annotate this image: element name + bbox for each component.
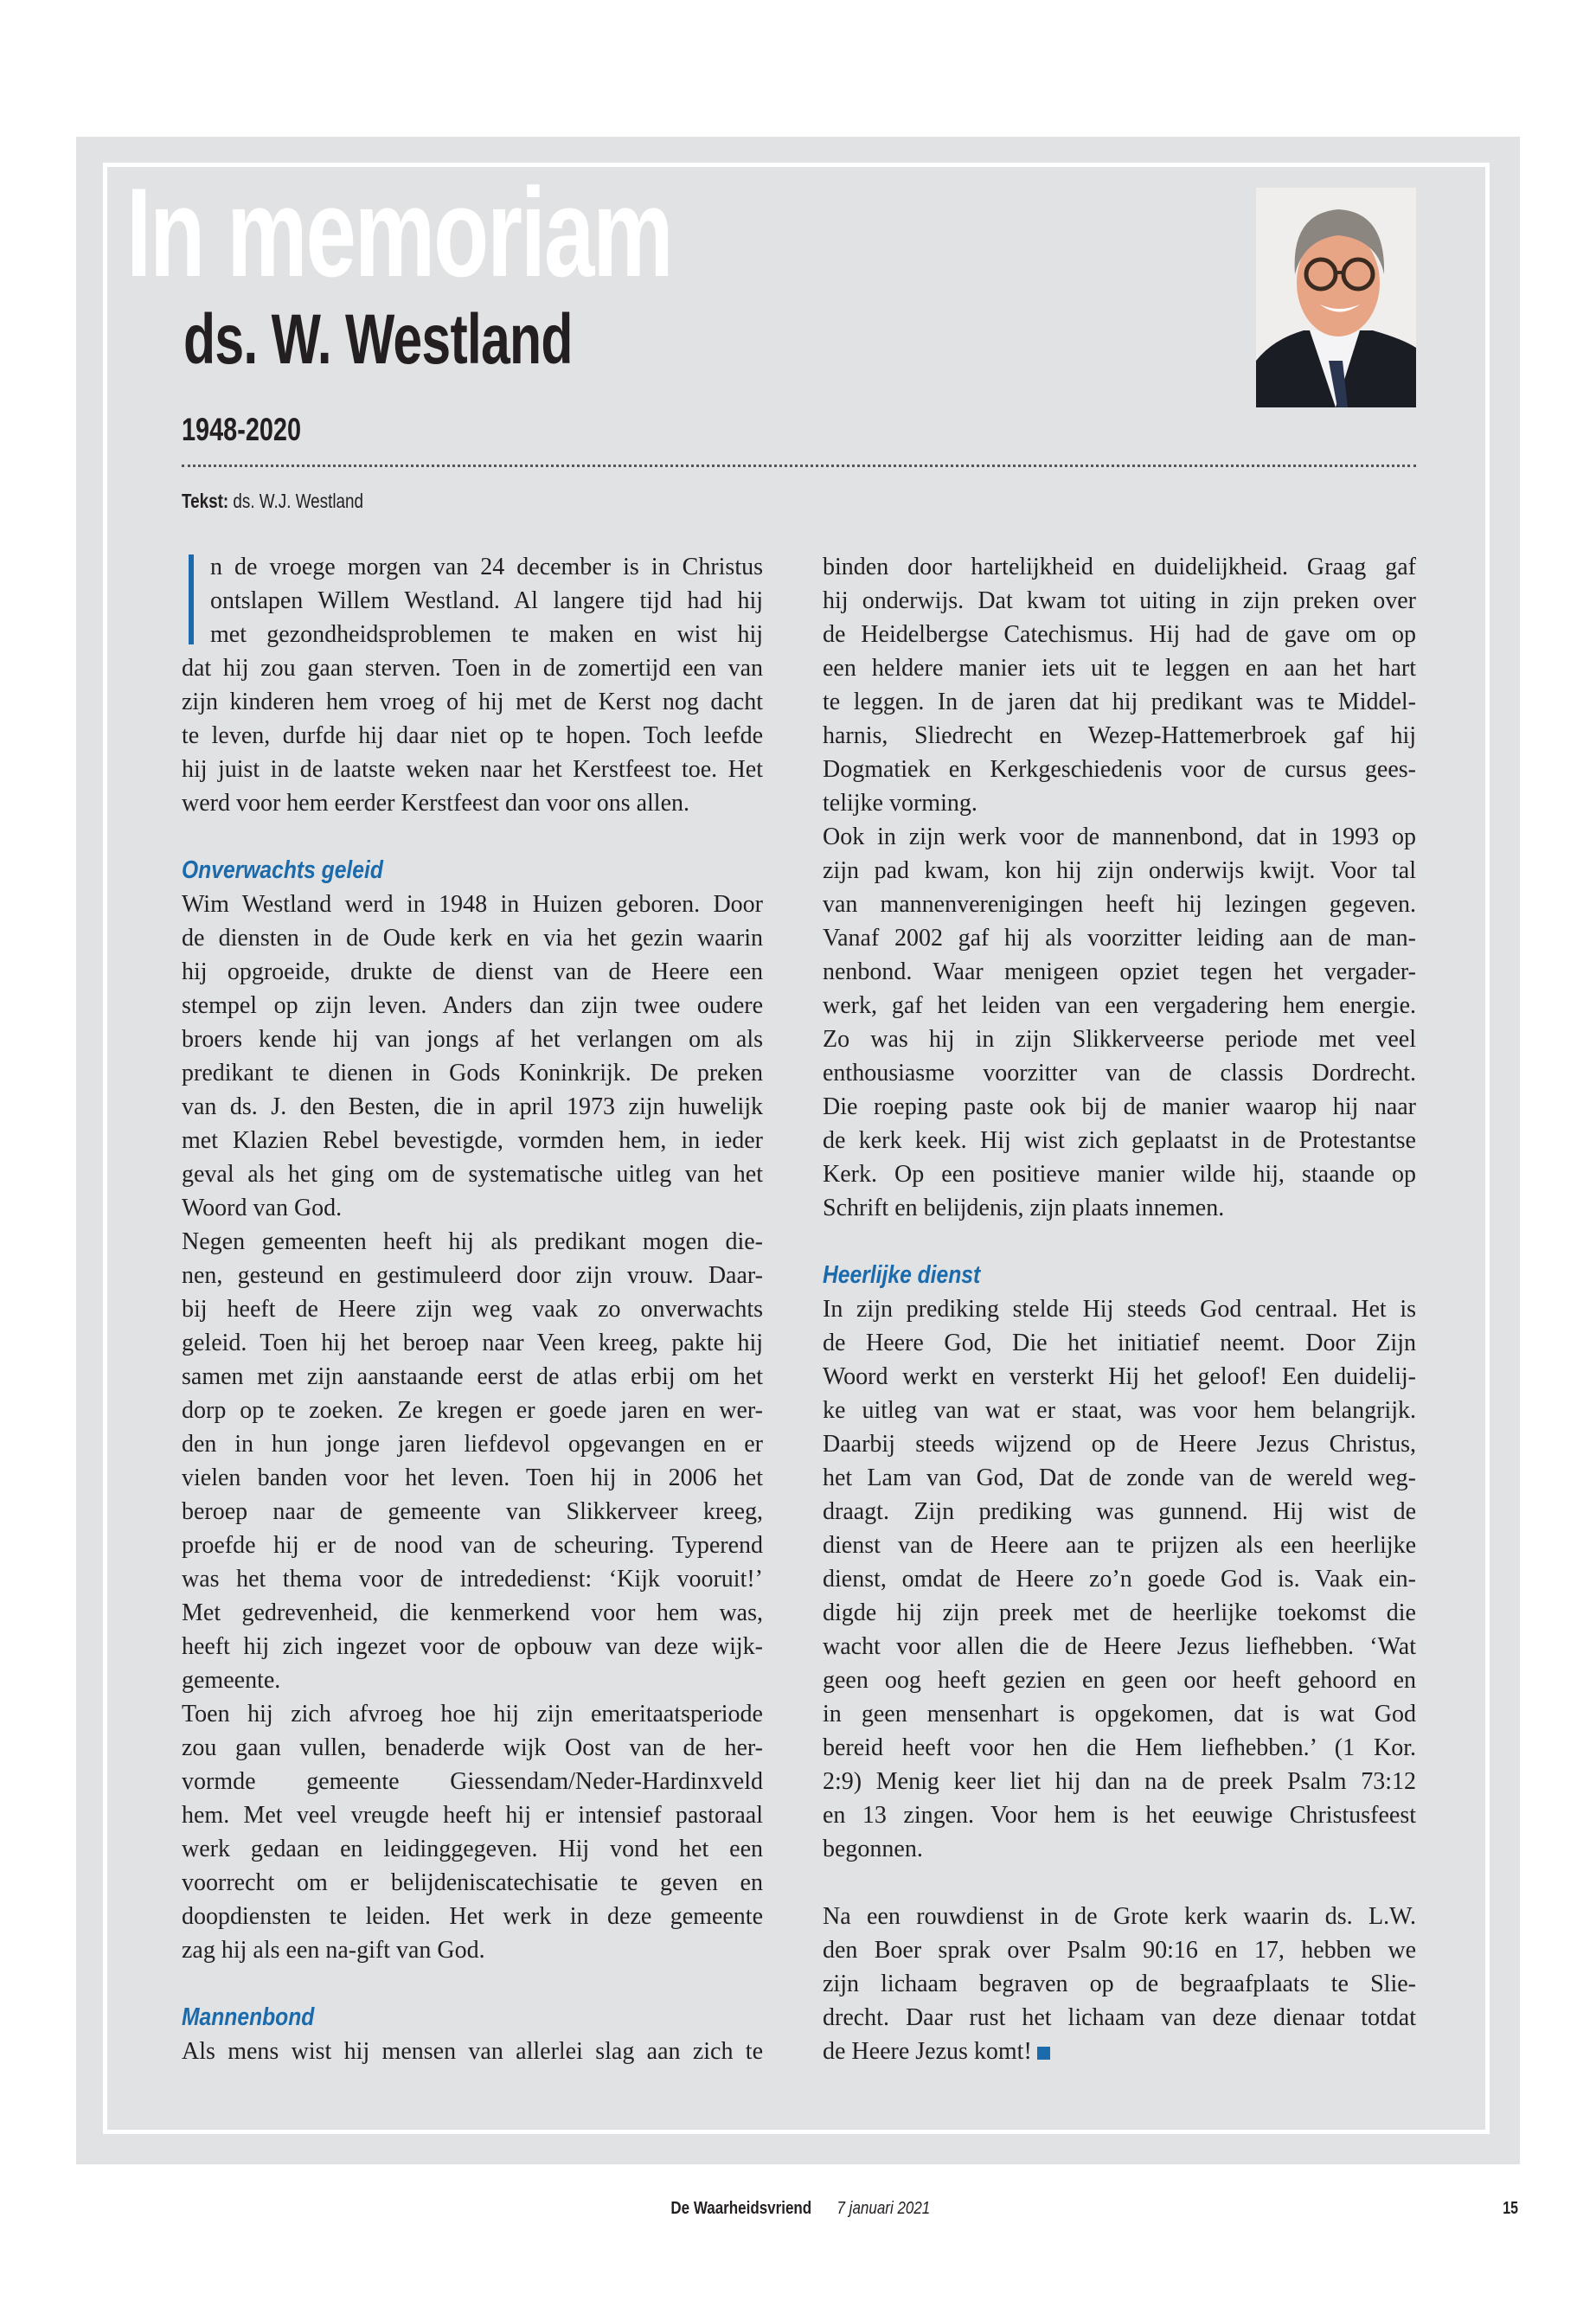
line-text: vormde gemeente Giessendam/Neder-Hardinxveld [182, 1768, 763, 1795]
text-line [823, 1832, 1416, 1866]
text-line [823, 1360, 1416, 1394]
line-text: ontslapen Willem Westland. Al langere tijd had hij [210, 587, 763, 614]
publication-name: De Waarheidsvriend [670, 2199, 811, 2218]
line-text: gemeente. [182, 1667, 281, 1694]
line-text: Schrift en belijdenis, zijn plaats innemen. [823, 1195, 1225, 1221]
line-text: de kerk keek. Hij wist zich geplaatst in de Protestantse [823, 1127, 1416, 1154]
text-line [182, 1765, 763, 1798]
text-line [823, 1427, 1416, 1461]
text-line [182, 1259, 763, 1292]
line-text: Zo was hij in zijn Slikkerveerse periode met veel [823, 1026, 1416, 1053]
text-line [823, 1157, 1416, 1191]
text-line [182, 1866, 763, 1900]
text-line [823, 820, 1416, 854]
line-text: Ook in zijn werk voor de mannenbond, dat in 1993 op [823, 824, 1416, 850]
end-mark-icon [1037, 2047, 1050, 2060]
text-line [182, 1292, 763, 1326]
text-line [182, 1900, 763, 1933]
dotted-divider [182, 465, 1416, 467]
line-text: draagt. Zijn prediking was gunnend. Hij wist de [823, 1498, 1416, 1525]
line-text: de diensten in de Oude kerk en via het gezin waarin [182, 925, 763, 952]
line-text: nenbond. Waar menigeen opziet tegen het vergader- [823, 958, 1416, 985]
line-text: hij onderwijs. Dat kwam tot uiting in zijn preken over [823, 587, 1416, 614]
text-line [182, 719, 763, 753]
line-text: Woord werkt en versterkt Hij het geloof! Een duidelij- [823, 1363, 1416, 1390]
text-line [823, 1630, 1416, 1663]
line-text: in geen mensenhart is opgekomen, dat is wat God [823, 1701, 1416, 1727]
text-line [182, 1630, 763, 1663]
text-line [823, 719, 1416, 753]
text-line [182, 921, 763, 955]
text-line [823, 888, 1416, 921]
line-text: geleid. Toen hij het beroep naar Veen kreeg, pakte hij [182, 1330, 763, 1356]
line-text: proefde hij er de nood van de scheuring. Typerend [182, 1532, 763, 1559]
text-line [823, 2001, 1416, 2035]
person-name: ds. W. Westland [183, 300, 573, 379]
line-text: ke uitleg van wat er staat, was voor hem belangrijk. [823, 1397, 1416, 1424]
text-line [182, 1090, 763, 1124]
line-text: zijn pad kwam, kon hij zijn onderwijs kwijt. Voor tal [823, 857, 1416, 884]
line-text: werd voor hem eerder Kerstfeest dan voor ons allen. [182, 790, 690, 817]
text-line [823, 1191, 1416, 1225]
line-text: Woord van God. [182, 1195, 343, 1221]
text-line [182, 1225, 763, 1259]
life-years: 1948-2020 [182, 412, 302, 447]
line-text: n de vroege morgen van 24 december is in Christus [210, 554, 763, 580]
line-text: werk, gaf het leiden van een vergadering hem energie. [823, 992, 1416, 1019]
section-heading: Onverwachts geleid [182, 856, 383, 884]
line-text: harnis, Sliedrecht en Wezep-Hattemerbroek gaf hij [823, 722, 1416, 749]
text-line [182, 1562, 763, 1596]
text-line [182, 584, 763, 618]
line-text: Dogmatiek en Kerkgeschiedenis voor de cursus gees- [823, 756, 1416, 783]
section-heading: Mannenbond [182, 2003, 315, 2031]
line-text: dienst van de Heere aan te prijzen als een heerlijke [823, 1532, 1416, 1559]
section-title: In memoriam [126, 162, 672, 303]
text-line [182, 1529, 763, 1562]
text-line [823, 1765, 1416, 1798]
text-line [182, 1663, 763, 1697]
text-line [823, 1394, 1416, 1427]
text-line [823, 1967, 1416, 2001]
spacer [823, 1866, 1416, 1900]
line-text: bereid heeft voor hen die Hem liefhebben.’ (1 Kor. [823, 1734, 1416, 1761]
line-text: te leggen. In de jaren dat hij predikant was te Middel- [823, 689, 1416, 715]
line-text: van mannenverenigingen heeft hij lezingen gegeven. [823, 891, 1416, 918]
text-line [182, 618, 763, 651]
line-text: geval als het ging om de systematische uitleg van het [182, 1161, 763, 1188]
line-text: Met gedrevenheid, die kenmerkend voor hem was, [182, 1599, 763, 1626]
text-line [823, 584, 1416, 618]
line-text: beroep naar de gemeente van Slikkerveer kreeg, [182, 1498, 763, 1525]
text-line [823, 921, 1416, 955]
text-line [823, 1529, 1416, 1562]
text-line [182, 888, 763, 921]
text-line [182, 651, 763, 685]
line-text: zag hij als een na-gift van God. [182, 1937, 485, 1964]
line-text: dorp op te zoeken. Ze kregen er goede jaren en wer- [182, 1397, 763, 1424]
line-text: vielen banden voor het leven. Toen hij in 2006 het [182, 1465, 763, 1491]
text-line [182, 1394, 763, 1427]
text-line [182, 1056, 763, 1090]
line-text: hem. Met veel vreugde heeft hij er intensief pastoraal [182, 1802, 763, 1829]
text-line [823, 786, 1416, 820]
line-text: wacht voor allen die de Heere Jezus liefhebben. ‘Wat [823, 1633, 1416, 1660]
line-text: nen, gesteund en gestimuleerd door zijn vrouw. Daar- [182, 1262, 763, 1289]
text-line [182, 1495, 763, 1529]
text-line [823, 1697, 1416, 1731]
credit-label: Tekst: [182, 490, 229, 512]
portrait-photo [1256, 188, 1416, 407]
line-text: van ds. J. den Besten, die in april 1973 zijn huwelijk [182, 1093, 763, 1120]
line-text: dat hij zou gaan sterven. Toen in de zomertijd een van [182, 655, 763, 682]
line-text: Kerk. Op een positieve manier wilde hij, staande op [823, 1161, 1416, 1188]
text-line [182, 1798, 763, 1832]
line-text: Wim Westland werd in 1948 in Huizen geboren. Door [182, 891, 763, 918]
text-line [182, 550, 763, 584]
author-credit [182, 490, 363, 513]
line-text: begonnen. [823, 1836, 923, 1862]
line-text: doopdiensten te leiden. Het werk in deze gemeente [182, 1903, 763, 1930]
line-text: met Klazien Rebel bevestigde, vormden hem, in ieder [182, 1127, 763, 1154]
text-line [823, 2035, 1416, 2068]
text-line [823, 1596, 1416, 1630]
text-line [182, 1933, 763, 1967]
line-text: Daarbij steeds wijzend op de Heere Jezus Christus, [823, 1431, 1416, 1458]
line-text: digde hij zijn preek met de heerlijke toekomst die [823, 1599, 1416, 1626]
text-line [823, 1663, 1416, 1697]
line-text: bij heeft de Heere zijn weg vaak zo onverwachts [182, 1296, 763, 1323]
text-line [182, 1191, 763, 1225]
line-text: Als mens wist hij mensen van allerlei slag aan zich te [182, 2038, 763, 2065]
text-line [823, 1900, 1416, 1933]
spacer [823, 1225, 1416, 1259]
text-line [823, 1933, 1416, 1967]
text-line [182, 1124, 763, 1157]
line-text: zijn lichaam begraven op de begraafplaats te Slie- [823, 1971, 1416, 1997]
line-text: een heldere manier iets uit te leggen en aan het hart [823, 655, 1416, 682]
text-line [823, 1731, 1416, 1765]
line-text: was het thema voor de intrededienst: ‘Kijk vooruit!’ [182, 1566, 763, 1593]
line-text: den in hun jonge jaren liefdevol opgevangen en er [182, 1431, 763, 1458]
text-line [823, 1461, 1416, 1495]
text-line [182, 955, 763, 989]
section-heading: Heerlijke dienst [823, 1261, 981, 1289]
text-line [182, 2035, 763, 2068]
line-text: de Heere God, Die het initiatief neemt. Door Zijn [823, 1330, 1416, 1356]
drop-cap [189, 554, 194, 644]
line-text: te leven, durfde hij daar niet op te hopen. Toch leefde [182, 722, 763, 749]
page-number: 15 [1503, 2199, 1519, 2218]
text-line [182, 685, 763, 719]
credit-author: ds. W.J. Westland [233, 490, 363, 512]
article-column-left [182, 550, 763, 2068]
text-line [182, 1326, 763, 1360]
text-line [182, 1022, 763, 1056]
line-text: Toen hij zich afvroeg hoe hij zijn emeritaatsperiode [182, 1701, 763, 1727]
text-line [182, 1360, 763, 1394]
line-text: voorrecht om er belijdeniscatechisatie te geven en [182, 1869, 763, 1896]
line-text: 2:9) Menig keer liet hij dan na de preek Psalm 73:12 [823, 1768, 1416, 1795]
text-line [182, 1697, 763, 1731]
text-line [823, 989, 1416, 1022]
line-text: en 13 zingen. Voor hem is het eeuwige Christusfeest [823, 1802, 1416, 1829]
text-line [823, 550, 1416, 584]
line-text: heeft hij zich ingezet voor de opbouw van deze wijk- [182, 1633, 763, 1660]
text-line [823, 618, 1416, 651]
text-line [823, 1022, 1416, 1056]
line-text: samen met zijn aanstaande eerst de atlas erbij om het [182, 1363, 763, 1390]
line-text: Na een rouwdienst in de Grote kerk waarin ds. L.W. [823, 1903, 1416, 1930]
text-line [182, 1832, 763, 1866]
line-text: Die roeping paste ook bij de manier waarop hij naar [823, 1093, 1416, 1120]
text-line [823, 1495, 1416, 1529]
text-line [823, 685, 1416, 719]
line-text: met gezondheidsproblemen te maken en wist hij [210, 621, 763, 648]
line-text: binden door hartelijkheid en duidelijkheid. Graag gaf [823, 554, 1416, 580]
text-line [182, 1157, 763, 1191]
line-text: In zijn prediking stelde Hij steeds God centraal. Het is [823, 1296, 1416, 1323]
text-line [182, 1427, 763, 1461]
line-text: zou gaan vullen, benaderde wijk Oost van de her- [182, 1734, 763, 1761]
text-line [823, 1798, 1416, 1832]
line-text: de Heidelbergse Catechismus. Hij had de gave om op [823, 621, 1416, 648]
page-footer [0, 2199, 1596, 2219]
text-line [823, 1562, 1416, 1596]
line-text: enthousiasme voorzitter van de classis Dordrecht. [823, 1060, 1416, 1086]
text-line [182, 989, 763, 1022]
line-text: hij juist in de laatste weken naar het Kerstfeest toe. Het [182, 756, 763, 783]
article-column-right [823, 550, 1416, 2068]
line-text: geen oog heeft gezien en geen oor heeft gehoord en [823, 1667, 1416, 1694]
line-text: het Lam van God, Dat de zonde van de wereld weg- [823, 1465, 1416, 1491]
line-text: predikant te dienen in Gods Koninkrijk. De preken [182, 1060, 763, 1086]
line-text: stempel op zijn leven. Anders dan zijn twee oudere [182, 992, 763, 1019]
text-line [823, 1090, 1416, 1124]
line-text: Negen gemeenten heeft hij als predikant mogen die- [182, 1228, 763, 1255]
line-text: Vanaf 2002 gaf hij als voorzitter leiding aan de man- [823, 925, 1416, 952]
line-text: hij opgroeide, drukte de dienst van de Heere een [182, 958, 763, 985]
text-line [823, 1326, 1416, 1360]
text-line [823, 651, 1416, 685]
text-line [823, 1292, 1416, 1326]
line-text: de Heere Jezus komt! [823, 2038, 1032, 2065]
line-text: werk gedaan en leidinggegeven. Hij vond het een [182, 1836, 763, 1862]
line-text: dienst, omdat de Heere zo’n goede God is. Vaak ein- [823, 1566, 1416, 1593]
line-text: broers kende hij van jongs af het verlangen om als [182, 1026, 763, 1053]
issue-date: 7 januari 2021 [836, 2199, 930, 2218]
text-line [182, 753, 763, 786]
text-line [823, 854, 1416, 888]
text-line [823, 1124, 1416, 1157]
text-line [182, 1461, 763, 1495]
text-line [823, 753, 1416, 786]
line-text: telijke vorming. [823, 790, 977, 817]
line-text: zijn kinderen hem vroeg of hij met de Kerst nog dacht [182, 689, 763, 715]
spacer [182, 820, 763, 854]
text-line [182, 1596, 763, 1630]
text-line [823, 1056, 1416, 1090]
line-text: drecht. Daar rust het lichaam van deze dienaar totdat [823, 2004, 1416, 2031]
text-line [182, 1731, 763, 1765]
text-line [182, 786, 763, 820]
line-text: den Boer sprak over Psalm 90:16 en 17, hebben we [823, 1937, 1416, 1964]
spacer [182, 1967, 763, 2001]
text-line [823, 955, 1416, 989]
